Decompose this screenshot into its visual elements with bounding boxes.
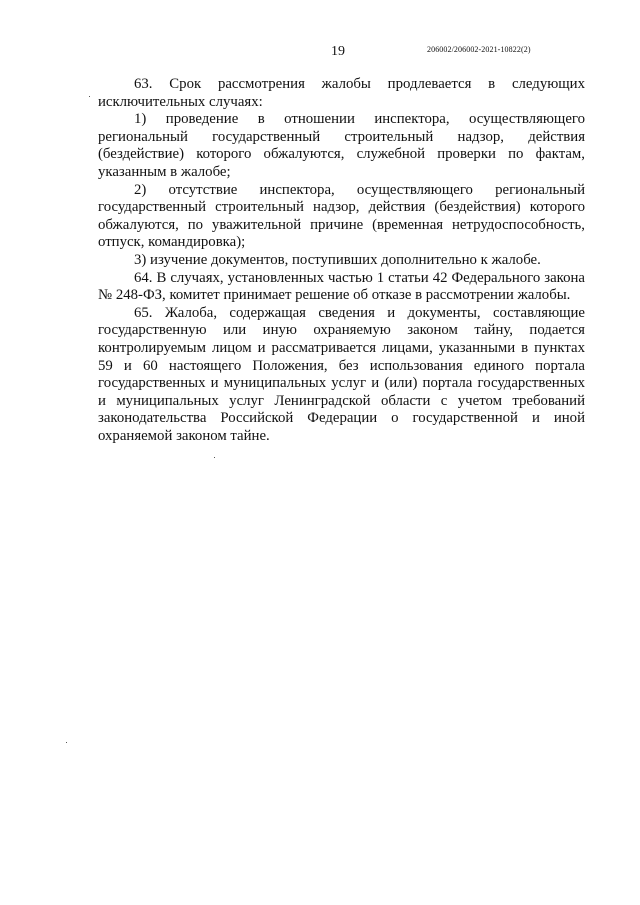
paragraph-65: 65. Жалоба, содержащая сведения и документы, составляющие государственную или иную охраняемую законом тайну, подается контролируемым лицом и рассматривается лицами, указанными в пунктах 59 и 60 настоящего Положения, без использования единого портала государственных и муниципальных услуг и (или) портала государственных и муниципальных услуг Ленинградской области с учетом требований законодательства Российской Федерации о государственной и иной охраняемой законом тайне. xyxy=(98,304,585,444)
paragraph-63: 63. Срок рассмотрения жалобы продлевается в следующих исключительных случаях: xyxy=(98,76,585,110)
paragraph-63-item-1: 1) проведение в отношении инспектора, осуществляющего региональный государственный строительный надзор, действия (бездействие) которого обжалуются, служебной проверки по фактам, указанным в жалобе; xyxy=(98,111,585,180)
document-body xyxy=(98,76,585,445)
page-number: 19 xyxy=(331,44,345,59)
scan-speck xyxy=(214,457,215,458)
paragraph-63-item-3: 3) изучение документов, поступивших дополнительно к жалобе. xyxy=(134,251,541,268)
document-registration-code: 206002/206002-2021-10822(2) xyxy=(427,45,531,54)
paragraph-63-item-2: 2) отсутствие инспектора, осуществляющего региональный государственный строительный надзор, действия (бездействия) которого обжалуются, по уважительной причине (временная нетрудоспособность, отпуск, командировка); xyxy=(98,181,585,251)
scan-speck xyxy=(66,742,67,743)
scan-speck xyxy=(89,96,90,97)
paragraph-64: 64. В случаях, установленных частью 1 статьи 42 Федерального закона № 248-ФЗ, комитет принимает решение об отказе в рассмотрении жалобы. xyxy=(98,269,585,304)
